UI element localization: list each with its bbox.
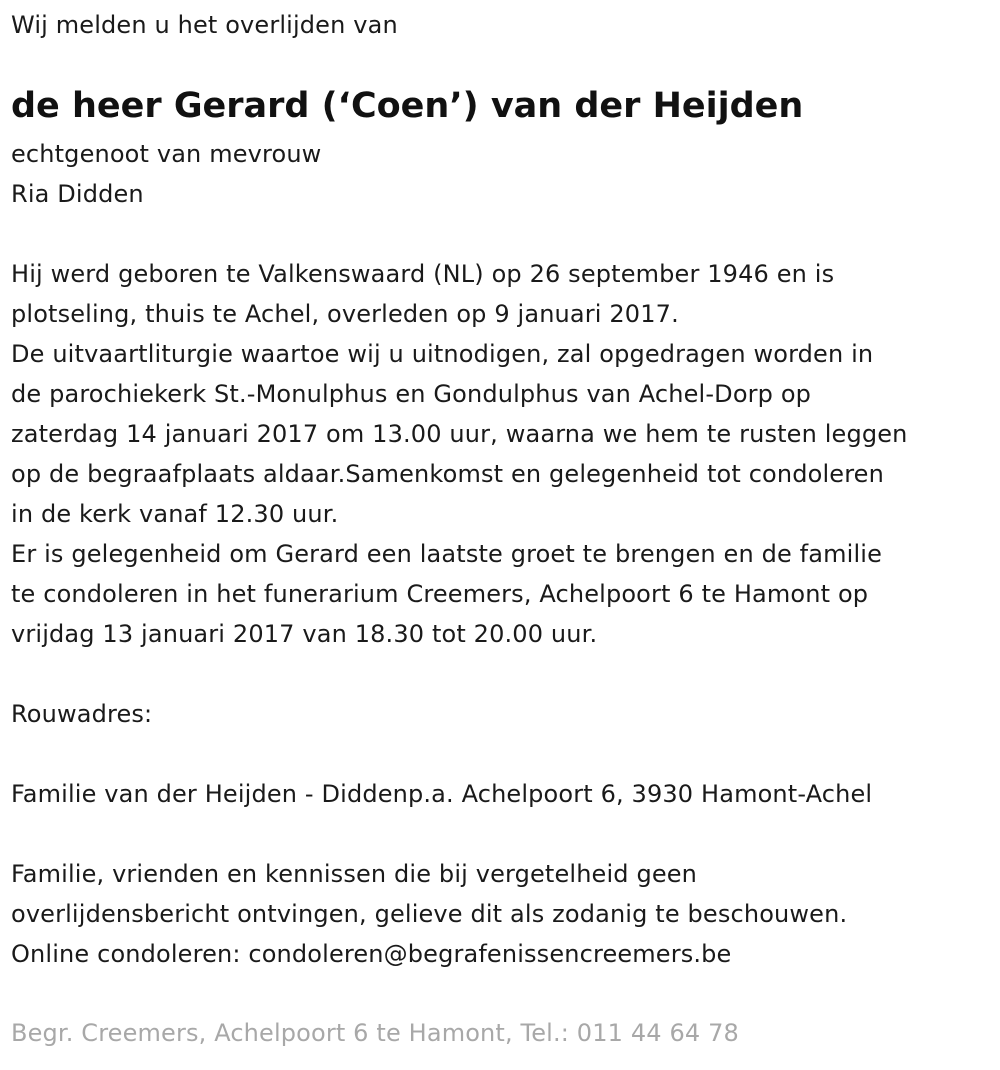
deceased-name: de heer Gerard (‘Coen’) van der Heijden: [11, 86, 804, 126]
body-line: Hij werd geboren te Valkenswaard (NL) op 26 september 1946 en is: [11, 260, 835, 288]
body-line: in de kerk vanaf 12.30 uur.: [11, 500, 339, 528]
spouse-block: [11, 134, 321, 214]
spouse-name: Ria Didden: [11, 180, 144, 208]
body-line: de parochiekerk St.-Monulphus en Gondulphus van Achel-Dorp op: [11, 380, 812, 408]
mourning-address-label: Rouwadres:: [11, 700, 153, 728]
body-line: plotseling, thuis te Achel, overleden op 9 januari 2017.: [11, 300, 679, 328]
closing-line: overlijdensbericht ontvingen, gelieve dit als zodanig te beschouwen.: [11, 900, 848, 928]
spouse-line: echtgenoot van mevrouw: [11, 140, 322, 168]
funeral-home-footer: Begr. Creemers, Achelpoort 6 te Hamont, Tel.: 011 44 64 78: [11, 1019, 739, 1047]
body-line: zaterdag 14 januari 2017 om 13.00 uur, waarna we hem te rusten leggen: [11, 420, 908, 448]
body-line: De uitvaartliturgie waartoe wij u uitnodigen, zal opgedragen worden in: [11, 340, 874, 368]
body-line: vrijdag 13 januari 2017 van 18.30 tot 20.00 uur.: [11, 620, 598, 648]
mourning-address: Familie van der Heijden - Diddenp.a. Achelpoort 6, 3930 Hamont-Achel: [11, 780, 873, 808]
body-line: te condoleren in het funerarium Creemers, Achelpoort 6 te Hamont op: [11, 580, 869, 608]
intro-text: Wij melden u het overlijden van: [11, 11, 398, 39]
body-line: Er is gelegenheid om Gerard een laatste groet te brengen en de familie: [11, 540, 883, 568]
closing-line: Familie, vrienden en kennissen die bij vergetelheid geen: [11, 860, 698, 888]
ceremony-details: [11, 254, 908, 654]
closing-block: [11, 854, 847, 974]
online-condolence-line: Online condoleren: condoleren@begrafenissencreemers.be: [11, 940, 732, 968]
body-line: op de begraafplaats aldaar.Samenkomst en gelegenheid tot condoleren: [11, 460, 884, 488]
